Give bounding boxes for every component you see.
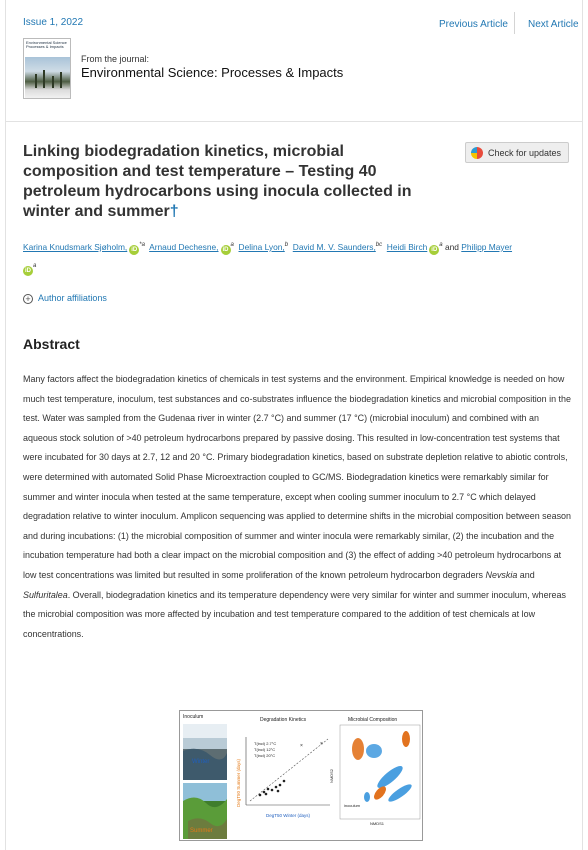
affiliation-marker: a — [33, 262, 37, 269]
abstract-heading: Abstract — [23, 336, 80, 352]
inoculum-tag: inoculum — [344, 803, 361, 808]
author-link[interactable]: David M. V. Saunders, — [292, 241, 376, 252]
abstract-and: and — [517, 569, 535, 580]
legend-item: T(incl) 20°C — [254, 753, 276, 758]
article-page — [5, 0, 583, 850]
graphical-abstract-figure — [180, 711, 423, 841]
author-list — [23, 236, 573, 278]
check-for-updates-button[interactable] — [465, 142, 569, 163]
affiliation-marker: a — [230, 242, 234, 248]
issue-link[interactable]: Issue 1, 2022 — [23, 17, 84, 28]
orcid-icon[interactable]: iD — [431, 246, 438, 253]
footnote-dagger-link[interactable]: † — [169, 203, 179, 220]
genus-sulfuritalea: Sulfuritalea — [23, 589, 68, 600]
graphical-abstract[interactable] — [179, 710, 423, 841]
abstract-text — [23, 370, 575, 644]
from-journal-label: From the journal: — [81, 54, 150, 64]
orcid-icon[interactable]: iD — [131, 246, 138, 253]
inoculum-label: Inoculum — [183, 714, 204, 720]
cover-photo — [25, 57, 70, 98]
affiliation-marker: *a — [139, 242, 145, 248]
affiliation-marker: a — [439, 242, 443, 248]
abstract-part-1: Many factors affect the biodegradation kinetics of chemicals in test systems and the environment. Empirical knowledge is needed on how much test temperature, inoculum, test substances and co-substrates influence the biodegradation kinetics and microbial composition in the test. Water was sampled from the Gudenaa river in winter (2.7 °C) and summer (17 °C) (microbial inoculum) and combined with an aqueous stock solution of >40 petroleum hydrocarbons prepared by passive dosing. This resulted in low-concentration test systems that were incubated for 30 days at 2.7, 12 and 20 °C. Primary biodegradation kinetics, based on substrate depletion relative to abiotic controls, were determined with automated Solid Phase Microextraction coupled to GC/MS. Biodegradation kinetics were remarkably similar for summer and winter inocula when tested at the same temperature, except when cooling summer inoculum to 2.7 °C which delayed degradation relative to winter inoculum. Amplicon sequencing was applied to determine shifts in the microbial composition between season and during incubations: (1) the microbial composition of summer and winter inocula were remarkably similar, (2) the incubation and the incubation temperature had both a clear impact on the microbial composition and (3) the effect of adding >40 petroleum hydrocarbons at low test concentrations was limited but resulted in some proliferation of the known petroleum hydrocarbon degraders — [23, 374, 571, 580]
cover-title: Environmental Science Processes & Impacts — [26, 40, 67, 49]
svg-text:×: × — [320, 741, 323, 747]
svg-text:×: × — [300, 743, 303, 749]
journal-name-link[interactable]: Environmental Science: Processes & Impacts — [81, 65, 344, 80]
genus-nevskia: Nevskia — [485, 569, 518, 580]
author-link[interactable]: Delina Lyon, — [238, 241, 285, 252]
crossmark-icon — [471, 147, 483, 159]
legend-item: T(incl) 2.7°C — [254, 741, 277, 746]
legend-item: T(incl) 12°C — [254, 747, 276, 752]
journal-cover-image[interactable] — [23, 38, 71, 99]
next-article-link[interactable]: Next Article — [528, 19, 579, 30]
composition-title: Microbial Composition — [348, 717, 398, 723]
author-link[interactable]: Arnaud Dechesne, — [149, 241, 219, 252]
nav-divider — [514, 12, 515, 34]
orcid-icon[interactable]: iD — [222, 246, 229, 253]
authors-and: and — [444, 241, 459, 252]
expand-plus-icon: + — [23, 294, 33, 304]
x-axis-label: DegT50 Winter (days) — [266, 813, 311, 818]
author-link[interactable]: Heidi Birch — [386, 241, 428, 252]
affiliation-marker: bc — [375, 242, 383, 248]
journal-header — [6, 0, 582, 122]
author-link[interactable]: Philipp Mayer — [461, 241, 513, 252]
nmds1-label: NMDS1 — [370, 821, 385, 826]
affiliation-marker: b — [284, 242, 289, 248]
author-affiliations-label: Author affiliations — [38, 293, 107, 303]
y-axis-label: DegT50 Summer (days) — [236, 758, 241, 807]
orcid-icon[interactable]: iD — [25, 267, 31, 274]
article-title-text: Linking biodegradation kinetics, microbial composition and test temperature – Testing 40 petroleum hydrocarbons using inocula collected in winter and summer — [23, 143, 412, 220]
abstract-part-2: . Overall, biodegradation kinetics and its temperature dependency were very similar for winter and summer inoculum, whereas the microbial composition was more affected by incubation and test temperature compared to the addition of test chemicals at low concentrations. — [23, 589, 566, 639]
previous-article-link[interactable]: Previous Article — [439, 19, 508, 30]
author-affiliations-toggle[interactable] — [23, 293, 107, 304]
winter-label: Winter — [192, 759, 210, 765]
article-title — [23, 142, 443, 222]
kinetics-title: Degradation Kinetics — [260, 717, 307, 723]
author-link[interactable]: Karina Knudsmark Sjøholm, — [23, 241, 128, 252]
summer-label: Summer — [190, 828, 213, 834]
nmds2-label: NMDS2 — [329, 768, 334, 783]
check-for-updates-label: Check for updates — [488, 148, 562, 158]
